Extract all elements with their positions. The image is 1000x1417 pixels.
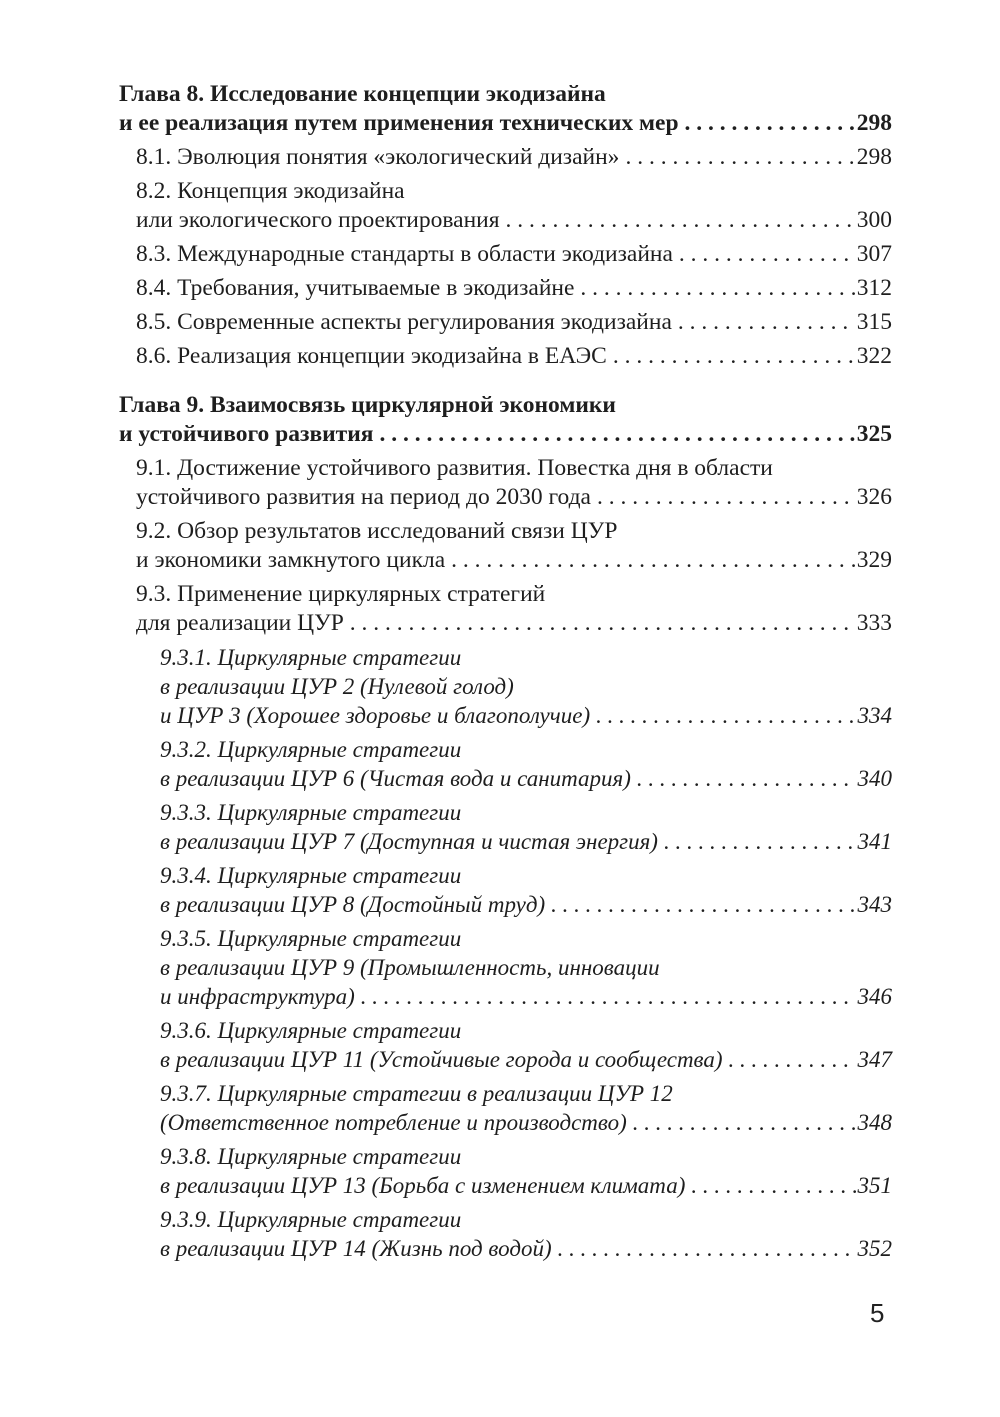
dot-leader [678,308,855,337]
toc-entry-line [136,308,892,337]
toc-entry-line [136,342,892,371]
dot-leader [625,143,854,172]
toc-subsection[interactable] [119,1142,892,1200]
toc-entry-line [119,80,892,109]
toc-entry-title: и ЦУР 3 (Хорошее здоровье и благополучие) [160,703,591,728]
toc-section[interactable] [119,274,892,303]
toc-entry-line [160,672,892,701]
dot-leader [379,420,854,449]
toc-entry-title: 9.3.9. Циркулярные стратегии [160,1207,462,1232]
toc-subsection[interactable] [119,861,892,919]
toc-entry-line [136,454,892,483]
toc-page-number: 351 [857,1173,892,1198]
toc-entry-line [136,609,892,638]
toc-entry-line [136,517,892,546]
toc-entry-line [160,1108,892,1137]
toc-chapter[interactable] [119,80,892,138]
toc-section[interactable] [119,177,892,235]
toc-page-number: 315 [856,309,892,335]
toc-entry-title: и экономики замкнутого цикла [136,547,446,573]
toc-entry-title: 9.3.7. Циркулярные стратегии в реализации ЦУР 12 [160,1081,673,1106]
toc-entry-title: 8.3. Международные стандарты в области экодизайна [136,241,673,267]
toc-entry-line [136,143,892,172]
toc-entry-title: 9.3.2. Циркулярные стратегии [160,737,462,762]
dot-leader [691,1171,855,1200]
toc-entry-line [136,546,892,575]
toc-chapter[interactable] [119,391,892,449]
toc-entry-line [160,1171,892,1200]
toc-subsection[interactable] [119,924,892,1011]
dot-leader [685,109,855,138]
dot-leader [350,609,855,638]
toc-entry-title: 9.3.1. Циркулярные стратегии [160,645,462,670]
toc-entry-title: и устойчивого развития [119,421,374,447]
toc-page-number: 343 [857,892,892,917]
toc-subsection[interactable] [119,1079,892,1137]
toc-entry-line [160,924,892,953]
dot-leader [679,240,855,269]
toc-entry-line [160,1016,892,1045]
toc-entry-title: 9.3.5. Циркулярные стратегии [160,926,462,951]
toc-entry-title: 9.2. Обзор результатов исследований связи ЦУР [136,518,618,544]
toc-entry-title: или экологического проектирования [136,207,500,233]
toc-subsection[interactable] [119,798,892,856]
toc-section[interactable] [119,240,892,269]
dot-leader [451,546,855,575]
toc-entry-line [160,1045,892,1074]
toc-page-number: 334 [857,703,892,728]
toc-page-number: 325 [856,421,892,447]
toc-section[interactable] [119,342,892,371]
toc-entry-line [160,982,892,1011]
toc-page-number: 307 [856,241,892,267]
toc-entry-title: Глава 9. Взаимосвязь циркулярной экономики [119,392,616,418]
toc-entry-line [119,420,892,449]
toc-entry-title: в реализации ЦУР 11 (Устойчивые города и сообщества) [160,1047,723,1072]
toc-page-number: 298 [856,144,892,170]
toc-entry-title: 8.5. Современные аспекты регулирования экодизайна [136,309,672,335]
toc-entry-line [136,177,892,206]
toc-page-number: 346 [857,984,892,1009]
toc-entry-title: в реализации ЦУР 6 (Чистая вода и санитария) [160,766,631,791]
toc-entry-line [160,1234,892,1263]
toc-entry-line [160,1079,892,1108]
dot-leader [558,1234,856,1263]
toc-page-number: 352 [857,1236,892,1261]
toc-section[interactable] [119,143,892,172]
toc-entry-line [160,764,892,793]
toc-entry-line [160,861,892,890]
toc-entry-title: 9.3.6. Циркулярные стратегии [160,1018,462,1043]
toc-entry-title: в реализации ЦУР 2 (Нулевой голод) [160,674,514,699]
toc-page-number: 326 [856,484,892,510]
dot-leader [613,342,855,371]
toc-page-number: 347 [857,1047,892,1072]
toc-page-number: 333 [856,610,892,636]
dot-leader [551,890,855,919]
toc-entry-line [160,798,892,827]
toc-entry-title: в реализации ЦУР 13 (Борьба с изменением климата) [160,1173,686,1198]
toc-entry-line [160,643,892,672]
toc-page-number: 329 [856,547,892,573]
toc-subsection[interactable] [119,1016,892,1074]
dot-leader [637,764,856,793]
toc-entry-title: Глава 8. Исследование концепции экодизайна [119,81,606,107]
toc-page-number: 322 [856,343,892,369]
toc-section[interactable] [119,580,892,638]
toc-entry-line [136,274,892,303]
toc-entry-title: в реализации ЦУР 8 (Достойный труд) [160,892,546,917]
page-number: 5 [870,1298,885,1328]
dot-leader [633,1108,856,1137]
toc-section[interactable] [119,308,892,337]
toc-page-number: 298 [856,110,892,136]
toc-entry-line [136,206,892,235]
toc-entry-line [160,701,892,730]
toc-entry-title: и инфраструктура) [160,984,355,1009]
toc-entry-title: 9.3. Применение циркулярных стратегий [136,581,546,607]
toc-section[interactable] [119,517,892,575]
dot-leader [729,1045,856,1074]
dot-leader [580,274,854,303]
toc-page-number: 348 [857,1110,892,1135]
toc-entry-title: 9.3.4. Циркулярные стратегии [160,863,462,888]
toc-entry-line [160,1142,892,1171]
toc-subsection[interactable] [119,1205,892,1263]
toc-page-number: 341 [857,829,892,854]
dot-leader [597,483,855,512]
toc-entry-title: в реализации ЦУР 14 (Жизнь под водой) [160,1236,552,1261]
toc-entry-title: (Ответственное потребление и производство) [160,1110,627,1135]
toc-entry-line [136,483,892,512]
toc-entry-title: 8.2. Концепция экодизайна [136,178,405,204]
toc-entry-title: 9.3.8. Циркулярные стратегии [160,1144,462,1169]
toc-entry-title: 8.4. Требования, учитываемые в экодизайне [136,275,575,301]
toc-page-number: 340 [857,766,892,791]
toc-entry-line [160,953,892,982]
toc-entry-line [136,580,892,609]
toc-entry-title: в реализации ЦУР 9 (Промышленность, инновации [160,955,660,980]
dot-leader [361,982,856,1011]
toc-entry-title: устойчивого развития на период до 2030 года [136,484,591,510]
dot-leader [506,206,855,235]
toc-subsection[interactable] [119,643,892,730]
toc-entry-line [160,735,892,764]
toc-page-number: 300 [856,207,892,233]
toc-subsection[interactable] [119,735,892,793]
toc-entry-title: 8.6. Реализация концепции экодизайна в ЕАЭС [136,343,607,369]
toc-entry-line [136,240,892,269]
toc-section[interactable] [119,454,892,512]
dot-leader [664,827,856,856]
toc-entry-title: 9.3.3. Циркулярные стратегии [160,800,462,825]
toc-entry-title: в реализации ЦУР 7 (Доступная и чистая энергия) [160,829,658,854]
toc-entry-title: 9.1. Достижение устойчивого развития. Повестка дня в области [136,455,773,481]
toc-entry-title: и ее реализация путем применения технических мер [119,110,679,136]
toc-entry-line [119,109,892,138]
toc-entry-line [160,827,892,856]
dot-leader [596,701,855,730]
table-of-contents [119,80,892,1263]
toc-page-number: 312 [856,275,892,301]
toc-entry-line [160,890,892,919]
toc-entry-title: для реализации ЦУР [136,610,344,636]
toc-entry-line [160,1205,892,1234]
toc-entry-line [119,391,892,420]
toc-entry-title: 8.1. Эволюция понятия «экологический дизайн» [136,144,620,170]
